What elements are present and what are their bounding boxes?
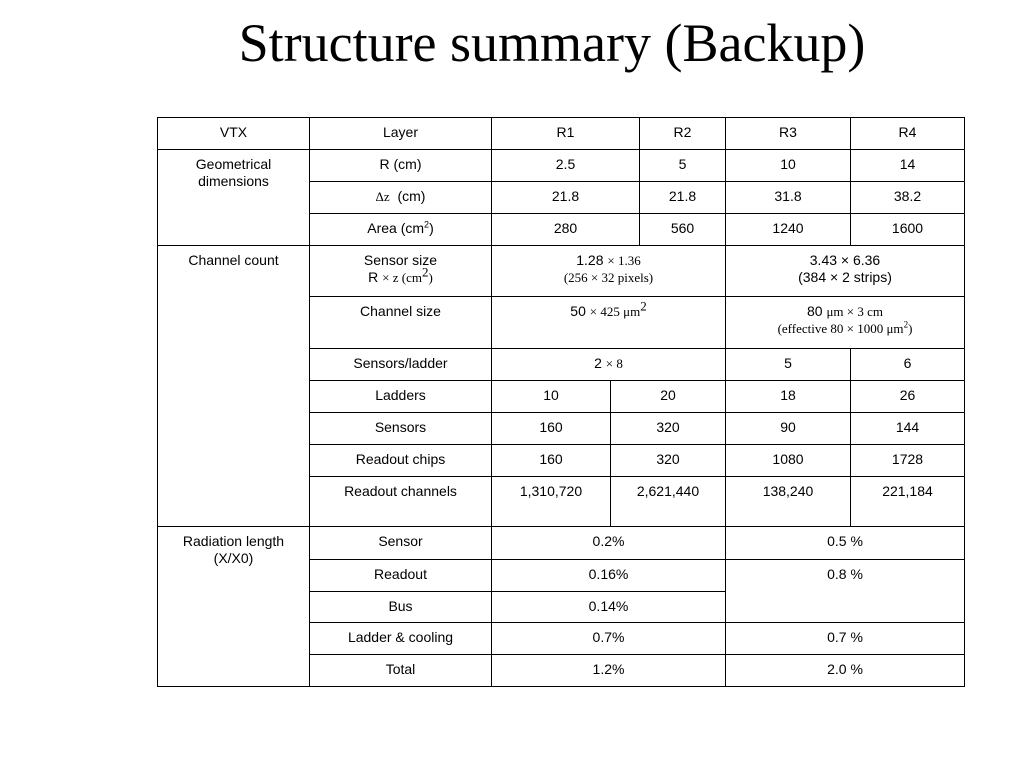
group-geometrical-dimensions: Geometrical dimensions: [158, 150, 310, 246]
cell-area-r2: 560: [640, 214, 726, 246]
cell-sensors-ladder-r4: 6: [851, 349, 965, 381]
area-label-text: Area (cm: [367, 220, 425, 236]
cell-radius-r3: 10: [726, 150, 851, 182]
cell-area-r4: 1600: [851, 214, 965, 246]
cell-sensors-ladder-r3: 5: [726, 349, 851, 381]
radiation-group-line1: Radiation length: [182, 533, 285, 549]
row-label-ladders: Ladders: [310, 381, 492, 413]
sensor-size-outer-line1: 3.43 × 6.36: [809, 252, 881, 268]
row-label-rad-total: Total: [310, 655, 492, 687]
page-title: Structure summary (Backup): [238, 13, 866, 73]
row-label-sensors-ladder: Sensors/ladder: [310, 349, 492, 381]
channel-size-outer-a: 80: [806, 303, 827, 319]
dz-unit: (cm): [389, 188, 426, 204]
sensor-size-inner-b: × 1.36: [607, 253, 641, 268]
cell-dz-r2: 21.8: [640, 182, 726, 214]
cell-dz-r1: 21.8: [492, 182, 640, 214]
sensor-size-label-z: × z (cm: [382, 270, 422, 285]
radiation-group-line2: (X/X0): [213, 550, 254, 566]
header-row: [158, 118, 965, 150]
cell-channel-size-outer: [726, 297, 965, 349]
row-label-rad-readout: Readout: [310, 560, 492, 592]
cell-chips-r1: 160: [492, 445, 611, 477]
group-channel-count: Channel count: [158, 246, 310, 527]
row-label-dz: [310, 182, 492, 214]
sensor-size-label-line2: [312, 264, 489, 286]
row-sensor-size: [158, 246, 965, 297]
sensors-ladder-inner-a: 2: [594, 355, 606, 371]
area-label-sup: 2: [424, 219, 430, 230]
header-layer: Layer: [310, 118, 492, 150]
header-r2: R2: [640, 118, 726, 150]
channel-size-inner-sup: 2: [640, 298, 647, 314]
channel-size-outer-line1: [728, 303, 962, 320]
row-rad-sensor: [158, 527, 965, 560]
cell-rad-ladder-inner: 0.7%: [492, 623, 726, 655]
cell-ladders-r2: 20: [611, 381, 726, 413]
cell-dz-r4: 38.2: [851, 182, 965, 214]
header-r4: R4: [851, 118, 965, 150]
row-label-rad-ladder: Ladder & cooling: [310, 623, 492, 655]
cell-area-r1: 280: [492, 214, 640, 246]
row-label-readout-chips: Readout chips: [310, 445, 492, 477]
cell-rad-bus-inner: 0.14%: [492, 592, 726, 623]
sensor-size-label-close: ): [428, 270, 433, 285]
header-r1: R1: [492, 118, 640, 150]
dz-symbol: Δz: [375, 189, 390, 204]
cell-rad-readout-inner: 0.16%: [492, 560, 726, 592]
cell-radius-r1: 2.5: [492, 150, 640, 182]
cell-radius-r2: 5: [640, 150, 726, 182]
sensor-size-label-line1: Sensor size: [363, 252, 438, 268]
row-label-sensors: Sensors: [310, 413, 492, 445]
header-vtx: VTX: [158, 118, 310, 150]
cell-rad-total-inner: 1.2%: [492, 655, 726, 687]
cell-rad-ladder-outer: 0.7 %: [726, 623, 965, 655]
sensor-size-inner-line2: (256 × 32 pixels): [563, 270, 654, 285]
row-label-rad-sensor: Sensor: [310, 527, 492, 560]
cell-chips-r2: 320: [611, 445, 726, 477]
channel-size-inner-b: × 425 μm: [589, 304, 641, 319]
cell-channel-size-inner: [492, 297, 726, 349]
cell-sensors-r4: 144: [851, 413, 965, 445]
channel-size-outer-line2-text: (effective 80 × 1000 μm: [777, 321, 904, 336]
sensor-size-inner-line1: [494, 252, 723, 269]
row-label-channel-size: Channel size: [310, 297, 492, 349]
cell-rad-readout-outer: 0.8 %: [726, 560, 965, 623]
sensor-size-label-r: R: [368, 269, 383, 285]
area-label-close: ): [429, 220, 434, 236]
channel-size-outer-line2: [728, 320, 962, 337]
channel-size-outer-b: μm × 3 cm: [826, 304, 883, 319]
cell-channels-r1: 1,310,720: [492, 477, 611, 527]
cell-sensor-size-inner: [492, 246, 726, 297]
cell-channels-r4: 221,184: [851, 477, 965, 527]
cell-channels-r2: 2,621,440: [611, 477, 726, 527]
sensors-ladder-inner-b: × 8: [605, 356, 623, 371]
header-r3: R3: [726, 118, 851, 150]
cell-ladders-r1: 10: [492, 381, 611, 413]
cell-ladders-r3: 18: [726, 381, 851, 413]
channel-size-outer-line2-sup: 2: [903, 319, 909, 330]
cell-channels-r3: 138,240: [726, 477, 851, 527]
sensor-size-outer-line2: (384 × 2 strips): [798, 269, 892, 285]
row-label-readout-channels: Readout channels: [310, 477, 492, 527]
sensor-size-label-sup: 2: [421, 264, 429, 280]
cell-sensors-ladder-inner: [492, 349, 726, 381]
cell-rad-sensor-outer: 0.5 %: [726, 527, 965, 560]
cell-sensors-r2: 320: [611, 413, 726, 445]
cell-radius-r4: 14: [851, 150, 965, 182]
sensor-size-inner-a: 1.28: [576, 252, 608, 268]
cell-dz-r3: 31.8: [726, 182, 851, 214]
cell-rad-total-outer: 2.0 %: [726, 655, 965, 687]
channel-size-outer-line2-close: ): [908, 321, 913, 336]
row-label-sensor-size: [310, 246, 492, 297]
cell-chips-r4: 1728: [851, 445, 965, 477]
cell-rad-sensor-inner: 0.2%: [492, 527, 726, 560]
row-label-radius: R (cm): [310, 150, 492, 182]
structure-table: [157, 117, 965, 687]
cell-sensors-r1: 160: [492, 413, 611, 445]
row-label-rad-bus: Bus: [310, 592, 492, 623]
row-label-area: [310, 214, 492, 246]
cell-ladders-r4: 26: [851, 381, 965, 413]
cell-sensor-size-outer: [726, 246, 965, 297]
cell-sensors-r3: 90: [726, 413, 851, 445]
row-radius: [158, 150, 965, 182]
channel-size-inner-a: 50: [570, 303, 590, 319]
group-radiation-length: [158, 527, 310, 687]
cell-chips-r3: 1080: [726, 445, 851, 477]
cell-area-r3: 1240: [726, 214, 851, 246]
